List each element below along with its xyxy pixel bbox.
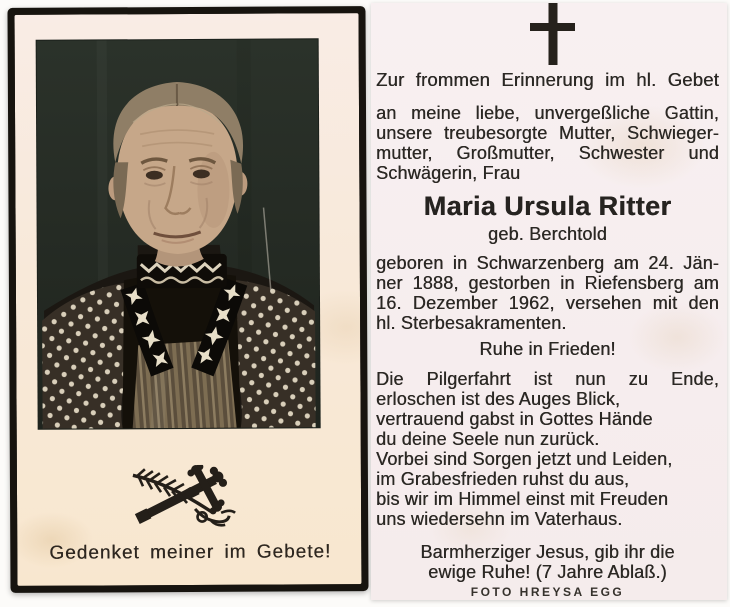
memorial-header-line: Zur frommen Erinnerung im hl. Gebet <box>376 69 719 90</box>
memorial-text-content <box>371 3 727 598</box>
memorial-poem <box>376 369 719 529</box>
poem-line: Die Pilgerfahrt ist nun zu Ende, <box>376 369 719 389</box>
photo-card-caption: Gedenket meiner im Gebete! <box>49 541 332 564</box>
text-line: mutter, Großmutter, Schwester und <box>376 143 719 163</box>
prayer-line: Barmherziger Jesus, gib ihr die <box>420 542 675 562</box>
text-line: geboren in Schwarzenberg am 24. Jän- <box>376 253 719 273</box>
poem-line: Vorbei sind Sorgen jetzt und Leiden, <box>376 449 673 469</box>
text-line: ner 1888, gestorben in Riefensberg am <box>376 273 719 293</box>
poem-line: im Grabesfrieden ruhst du aus, <box>376 469 630 489</box>
deceased-name: Maria Ursula Ritter <box>423 191 672 221</box>
text-line: Schwägerin, Frau <box>376 163 521 183</box>
poem-line: du deine Seele nun zurück. <box>376 429 600 449</box>
memorial-text-panel <box>371 3 727 600</box>
prayer-paragraph <box>376 542 719 582</box>
prayer-line: ewige Ruhe! (7 Jahre Ablaß.) <box>428 562 667 582</box>
vita-paragraph <box>376 253 719 333</box>
photo-credit: FOTO HREYSA EGG <box>470 585 625 599</box>
cross-and-palm-icon <box>125 465 241 532</box>
intro-paragraph <box>376 103 719 183</box>
poem-line: bis wir im Himmel einst mit Freuden <box>376 489 669 509</box>
text-line: hl. Sterbesakramenten. <box>376 313 567 333</box>
portrait-photo <box>37 39 320 428</box>
maiden-name: geb. Berchtold <box>488 224 607 244</box>
cross-icon <box>529 3 575 65</box>
photo-card-matte <box>15 13 362 586</box>
text-line: 16. Dezember 1962, versehen mit den <box>376 293 719 313</box>
text-line: an meine liebe, unvergeßliche Gattin, <box>376 103 719 123</box>
poem-line: vertrauend gabst in Gottes Hände <box>376 409 653 429</box>
poem-line: uns wiedersehn im Vaterhaus. <box>376 509 623 529</box>
peace-line: Ruhe in Frieden! <box>479 339 616 359</box>
poem-line: erloschen ist des Auges Blick, <box>376 389 621 409</box>
photo-card <box>7 6 368 593</box>
text-line: unsere treubesorgte Mutter, Schwieger- <box>376 123 719 143</box>
